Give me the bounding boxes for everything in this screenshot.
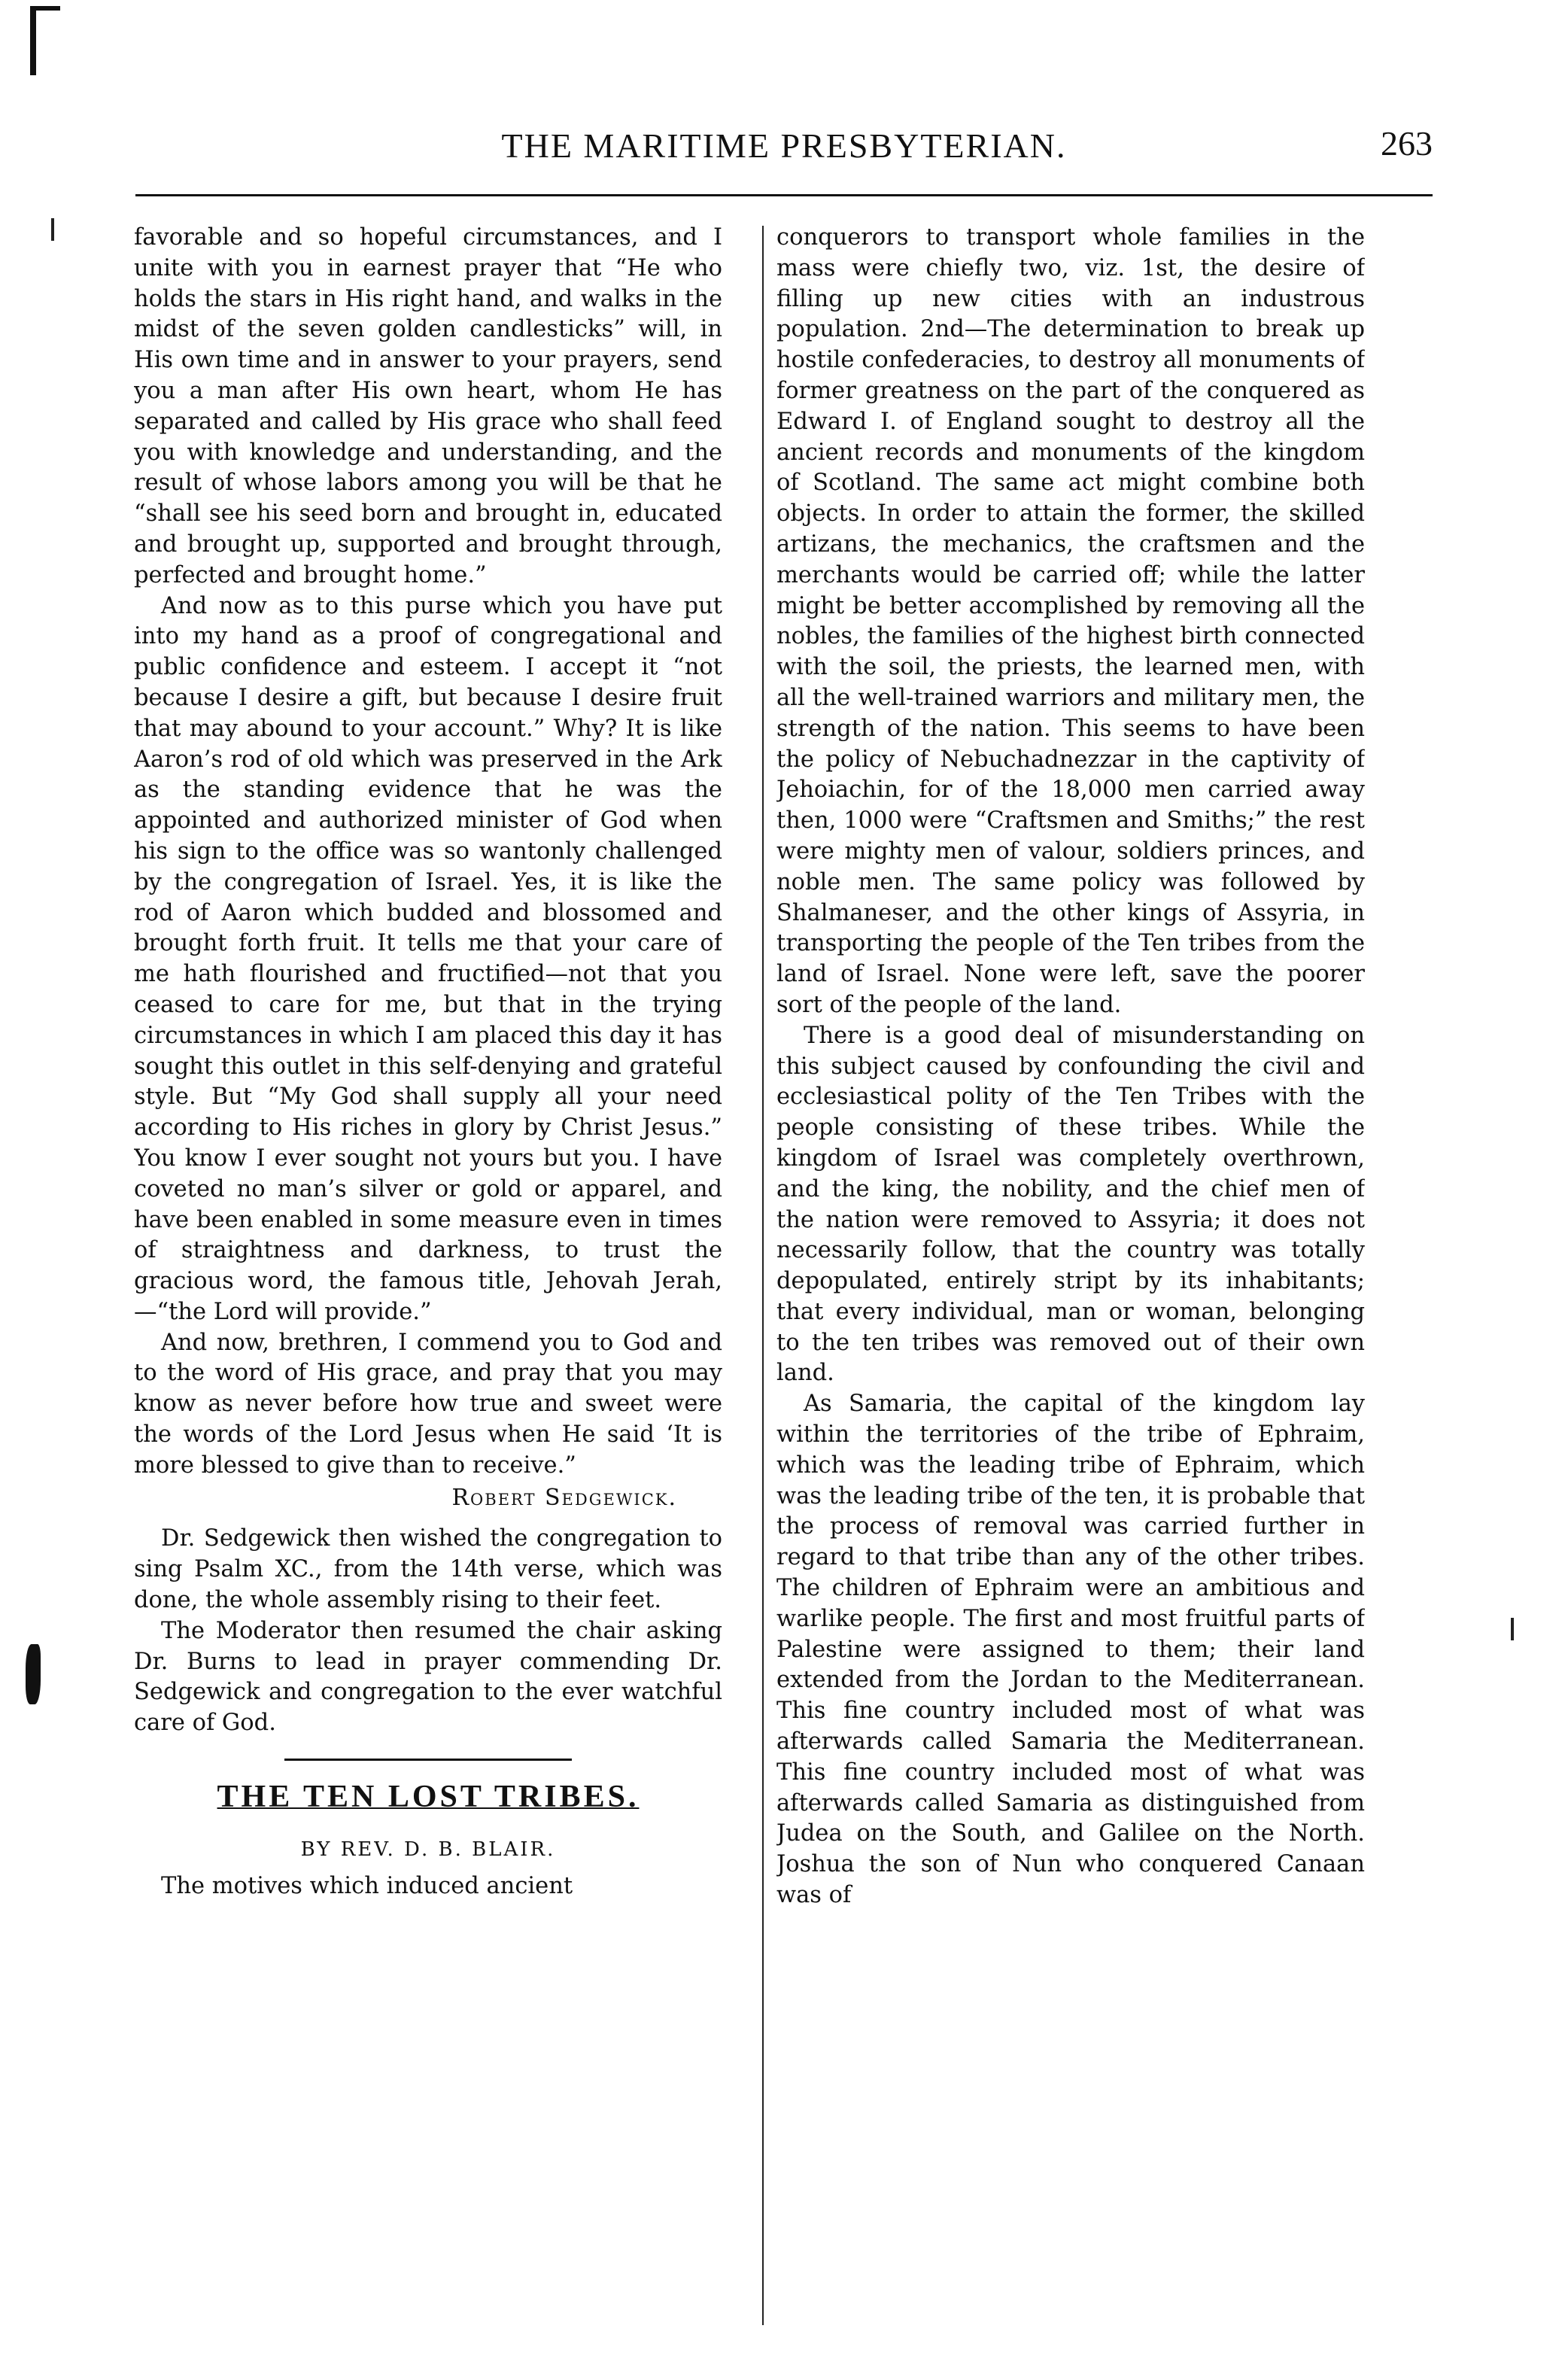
corner-crop-mark — [30, 6, 36, 75]
left-column — [134, 223, 722, 2330]
section-heading: THE TEN LOST TRIBES. — [217, 1780, 640, 1815]
paragraph: The Moderator then resumed the chair asking Dr. Burns to lead in prayer commending Dr. Sedgewick and congregation to the ever watchful care of God. — [134, 1617, 722, 1737]
section-rule — [284, 1759, 572, 1761]
article-opening: The motives which induced ancient — [161, 1872, 573, 1899]
column-divider — [762, 226, 764, 2325]
signature: Robert Sedgewick. — [451, 1484, 677, 1511]
right-column — [776, 223, 1365, 2330]
margin-mark — [1511, 1618, 1514, 1640]
paragraph: As Samaria, the capital of the kingdom lay within the territories of the tribe of Ephraim, which was the leading tribe of Ephraim, which was the leading tribe of the ten, it is probable that the process of removal was carried further in regard to that tribe than any of the other tribes. The children of Ephraim were an ambitious and warlike people. The first and most fruitful parts of Palestine were assigned to them; their land extended from the Jordan to the Mediterranean. This fine country included most of what was afterwards called Samaria the Mediterranean. This fine country included most of what was afterwards called Samaria as distinguished from Judea on the South, and Galilee on the North. Joshua the son of Nun who conquered Canaan was of — [776, 1391, 1365, 1909]
paragraph: There is a good deal of misunderstanding on this subject caused by confounding the civil and ecclesiastical polity of the Ten Tribes with the people consisting of these tribes. While the kingdom of Israel was completely overthrown, and the king, the nobility, and the chief men of the nation were removed to Assyria; it does not necessarily follow, that the country was totally depopulated, entirely stript by its inhabitants; that every individual, man or woman, belonging to the ten tribes was removed out of their own land. — [776, 1022, 1365, 1387]
margin-ink-blot — [26, 1644, 41, 1704]
running-title: THE MARITIME PRESBYTERIAN. — [501, 126, 1067, 165]
paragraph: And now as to this purse which you have put into my hand as a proof of congregational and public confidence and esteem. I accept it “not because I desire a gift, but because I desire fruit that may abound to your account.” Why? It is like Aaron’s rod of old which was preserved in the Ark as the standing evidence that he was the appointed and authorized minister of God when his sign to the office was so wantonly challenged by the congregation of Israel. Yes, it is like the rod of Aaron which budded and blossomed and brought forth fruit. It tells me that your care of me hath flourished and fructified—not that you ceased to care for me, but that in the trying circumstances in which I am placed this day it has sought this outlet in this self-denying and grateful style. But “My God shall supply all your need according to His riches in glory by Christ Jesus.” You know I ever sought not yours but you. I have coveted no man’s silver or gold or apparel, and have been enabled in some measure even in times of straightness and darkness, to trust the gracious word, the famous title, Jehovah Jerah,—“the Lord will provide.” — [134, 592, 722, 1325]
margin-mark — [51, 218, 54, 241]
byline: BY REV. D. B. BLAIR. — [300, 1838, 556, 1862]
paragraph: favorable and so hopeful circumstances, and I unite with you in earnest prayer that “He who holds the stars in His right hand, and walks in the midst of the seven golden candlesticks” will, in His own time and in answer to your prayers, send you a man after His own heart, whom He has separated and called by His grace who shall feed you with knowledge and understanding, and the result of whose labors among you will be that he “shall see his seed born and brought in, educated and brought up, supported and brought through, perfected and brought home.” — [134, 224, 722, 588]
paragraph: Dr. Sedgewick then wished the congregation to sing Psalm XC., from the 14th verse, which was done, the whole assembly rising to their feet. — [134, 1525, 722, 1614]
header-rule — [135, 194, 1433, 196]
page-header — [135, 119, 1433, 172]
paragraph: conquerors to transport whole families in the mass were chiefly two, viz. 1st, the desire of filling up new cities with an industrous population. 2nd—The determination to break up hostile confederacies, to destroy all monuments of former greatness on the part of the conquered as Edward I. of England sought to destroy all the ancient records and monuments of the kingdom of Scotland. The same act might combine both objects. In order to attain the former, the skilled artizans, the mechanics, the craftsmen and the merchants would be carried off; while the latter might be better accomplished by removing all the nobles, the families of the highest birth connected with the soil, the priests, the learned men, with all the well-trained warriors and military men, the strength of the nation. This seems to have been the policy of Nebuchadnezzar in the captivity of Jehoiachin, for of the 18,000 men carried away then, 1000 were “Craftsmen and Smiths;” the rest were mighty men of valour, soldiers princes, and noble men. The same policy was followed by Shalmaneser, and the other kings of Assyria, in transporting the people of the Ten tribes from the land of Israel. None were left, save the poorer sort of the people of the land. — [776, 224, 1365, 1018]
page-number: 263 — [1381, 124, 1433, 163]
paragraph: And now, brethren, I commend you to God and to the word of His grace, and pray that you may know as never before how true and sweet were the words of the Lord Jesus when He said ‘It is more blessed to give than to receive.” — [134, 1329, 722, 1479]
